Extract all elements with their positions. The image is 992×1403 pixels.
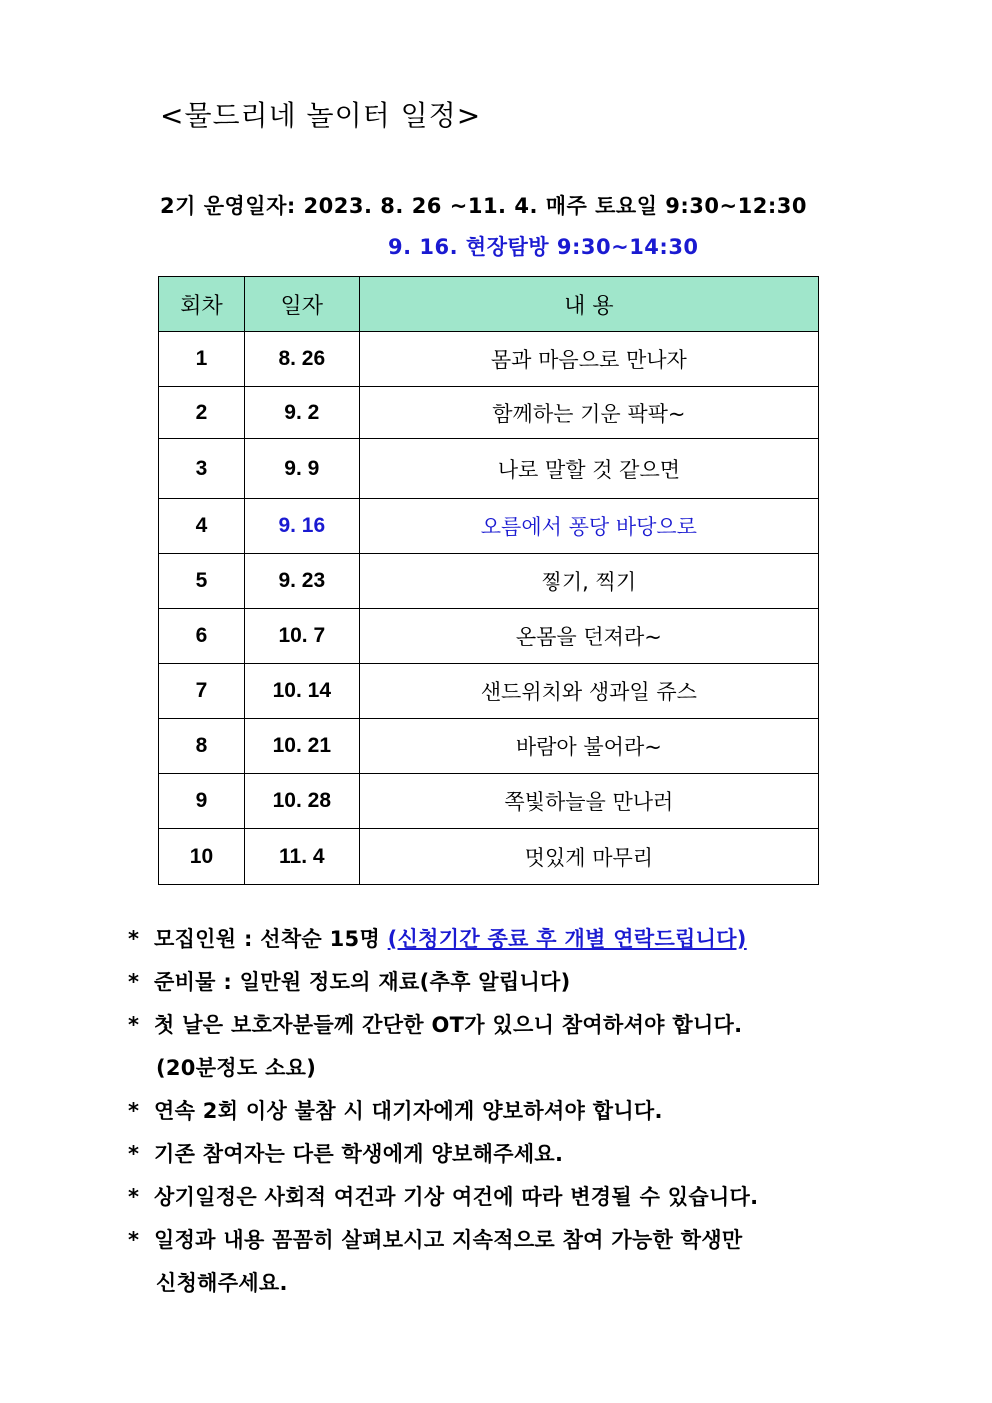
session-content: 멋있게 마무리	[359, 829, 818, 885]
session-content: 온몸을 던져라~	[359, 609, 818, 664]
bullet-star: *	[128, 970, 140, 994]
bullet-star: *	[128, 1013, 140, 1037]
session-date: 9. 16	[244, 499, 359, 554]
bullet-star: *	[128, 927, 140, 951]
session-content: 쪽빛하늘을 만나러	[359, 774, 818, 829]
note-apply	[128, 1219, 888, 1262]
session-number: 6	[159, 609, 245, 664]
session-content: 나로 말할 것 같으면	[359, 439, 818, 499]
note-text: 일정과 내용 꼼꼼히 살펴보시고 지속적으로 참여 가능한 학생만	[154, 1228, 743, 1252]
session-date: 9. 9	[244, 439, 359, 499]
notes-section	[128, 918, 888, 1305]
operation-period: 2기 운영일자: 2023. 8. 26 ~11. 4. 매주 토요일 9:30~12:30	[160, 194, 807, 218]
session-number: 2	[159, 387, 245, 439]
session-number: 5	[159, 554, 245, 609]
session-date: 11. 4	[244, 829, 359, 885]
session-number: 7	[159, 664, 245, 719]
bullet-star: *	[128, 1099, 140, 1123]
field-trip-note: 9. 16. 현장탐방 9:30~14:30	[388, 235, 699, 259]
schedule-table	[158, 276, 819, 885]
session-content: 오름에서 퐁당 바당으로	[359, 499, 818, 554]
note-change	[128, 1176, 888, 1219]
session-number: 8	[159, 719, 245, 774]
page-title: <물드리네 놀이터 일정>	[160, 99, 482, 132]
note-materials	[128, 961, 888, 1004]
note-text: 기존 참여자는 다른 학생에게 양보해주세요.	[154, 1142, 564, 1166]
table-row	[159, 499, 819, 554]
session-number: 10	[159, 829, 245, 885]
table-row	[159, 719, 819, 774]
table-row	[159, 664, 819, 719]
session-number: 1	[159, 332, 245, 387]
note-absence	[128, 1090, 888, 1133]
table-row	[159, 387, 819, 439]
session-date: 9. 23	[244, 554, 359, 609]
session-content: 바람아 불어라~	[359, 719, 818, 774]
note-text: 첫 날은 보호자분들께 간단한 OT가 있으니 참여하셔야 합니다.	[154, 1013, 743, 1037]
note-text: 준비물 : 일만원 정도의 재료(추후 알립니다)	[154, 970, 571, 994]
session-date: 10. 21	[244, 719, 359, 774]
note-text: 연속 2회 이상 불참 시 대기자에게 양보하셔야 합니다.	[154, 1099, 663, 1123]
note-existing	[128, 1133, 888, 1176]
table-row	[159, 829, 819, 885]
session-number: 3	[159, 439, 245, 499]
note-orientation-cont: (20분정도 소요)	[156, 1056, 317, 1080]
note-recruitment	[128, 918, 888, 961]
note-text: 상기일정은 사회적 여건과 기상 여건에 따라 변경될 수 있습니다.	[154, 1185, 759, 1209]
contact-link[interactable]: (신청기간 종료 후 개별 연락드립니다)	[387, 927, 747, 951]
note-text: 모집인원 : 선착순 15명	[154, 927, 381, 951]
header-date: 일자	[244, 277, 359, 332]
session-date: 10. 14	[244, 664, 359, 719]
session-date: 10. 7	[244, 609, 359, 664]
session-number: 4	[159, 499, 245, 554]
table-body	[159, 332, 819, 885]
session-number: 9	[159, 774, 245, 829]
note-orientation	[128, 1004, 888, 1047]
session-content: 찧기, 찍기	[359, 554, 818, 609]
table-header-row	[159, 277, 819, 332]
table-row	[159, 332, 819, 387]
note-apply-cont: 신청해주세요.	[156, 1271, 288, 1295]
header-session: 회차	[159, 277, 245, 332]
header-content: 내 용	[359, 277, 818, 332]
table-row	[159, 609, 819, 664]
table-row	[159, 774, 819, 829]
bullet-star: *	[128, 1185, 140, 1209]
table-row	[159, 554, 819, 609]
bullet-star: *	[128, 1142, 140, 1166]
session-date: 9. 2	[244, 387, 359, 439]
session-date: 10. 28	[244, 774, 359, 829]
bullet-star: *	[128, 1228, 140, 1252]
session-content: 함께하는 기운 팍팍~	[359, 387, 818, 439]
session-date: 8. 26	[244, 332, 359, 387]
session-content: 몸과 마음으로 만나자	[359, 332, 818, 387]
session-content: 샌드위치와 생과일 쥬스	[359, 664, 818, 719]
table-row	[159, 439, 819, 499]
